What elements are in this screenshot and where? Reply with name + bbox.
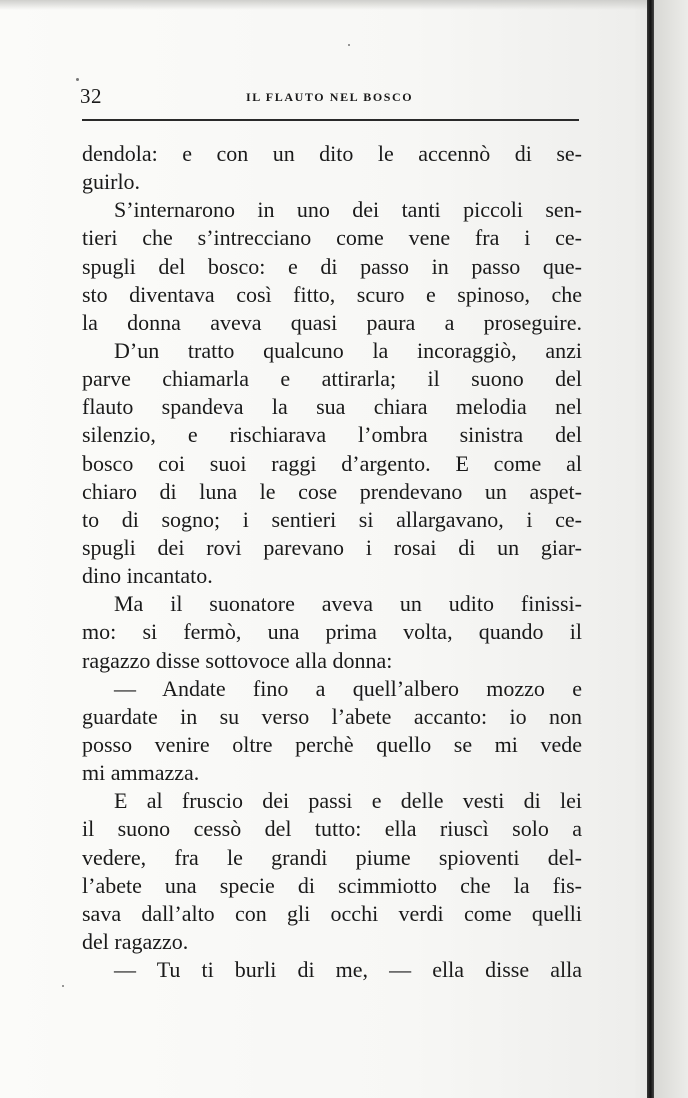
text-line: bosco coi suoi raggi d’argento. E come al [82, 450, 582, 476]
text-line: dino incantato. [82, 563, 213, 589]
paper-speck [76, 78, 79, 81]
text-line: D’un tratto qualcuno la incoraggiò, anzi [114, 337, 582, 363]
text-line: spugli del bosco: e di passo in passo que- [82, 253, 582, 279]
page-header [80, 84, 580, 110]
header-rule [82, 119, 579, 121]
text-line: silenzio, e rischiarava l’ombra sinistra del [82, 422, 582, 448]
text-line: dendola: e con un dito le accennò di se- [82, 141, 582, 166]
text-line: tieri che s’intrecciano come vene fra i ce- [82, 225, 582, 251]
text-line: to di sogno; i sentieri si allargavano, i ce- [82, 506, 582, 532]
text-line: posso venire oltre perchè quello se mi vede [82, 731, 582, 757]
paper-speck [62, 985, 64, 987]
text-line: sto diventava così fitto, scuro e spinoso, che [82, 281, 582, 307]
text-line: del ragazzo. [82, 928, 189, 954]
text-line: vedere, fra le grandi piume spioventi del- [82, 844, 582, 870]
text-line: S’internarono in uno dei tanti piccoli sen- [114, 197, 582, 223]
text-line: il suono cessò del tutto: ella riuscì solo a [82, 816, 582, 842]
paper-speck [348, 44, 350, 46]
spine-shadow [654, 0, 688, 1098]
text-line: E al fruscio dei passi e delle vesti di lei [114, 788, 582, 814]
text-line: la donna aveva quasi paura a proseguire. [82, 309, 582, 335]
text-line: — Tu ti burli di me, — ella disse alla [114, 957, 582, 983]
text-line: mo: si fermò, una prima volta, quando il [82, 619, 582, 645]
page-top-edge [0, 0, 688, 10]
text-line: ragazzo disse sottovoce alla donna: [82, 647, 393, 673]
text-line: l’abete una specie di scimmiotto che la fis- [82, 872, 582, 898]
body-text [82, 140, 582, 984]
text-line: flauto spandeva la sua chiara melodia nel [82, 394, 582, 420]
text-line: parve chiamarla e attirarla; il suono del [82, 366, 582, 392]
text-line: chiaro di luna le cose prendevano un aspet- [82, 478, 582, 504]
text-line: mi ammazza. [82, 760, 200, 786]
text-line: Ma il suonatore aveva un udito finissi- [114, 591, 582, 617]
text-line: guardate in su verso l’abete accanto: io non [82, 703, 582, 729]
text-line: — Andate fino a quell’albero mozzo e [114, 675, 582, 701]
running-title: IL FLAUTO NEL BOSCO [246, 90, 414, 104]
text-line: guirlo. [82, 169, 141, 195]
spine-gutter-line [647, 0, 654, 1098]
book-spine [636, 0, 688, 1098]
page-number: 32 [80, 84, 102, 108]
text-line: spugli dei rovi parevano i rosai di un giar- [82, 534, 582, 560]
text-line: sava dall’alto con gli occhi verdi come quelli [82, 900, 582, 926]
